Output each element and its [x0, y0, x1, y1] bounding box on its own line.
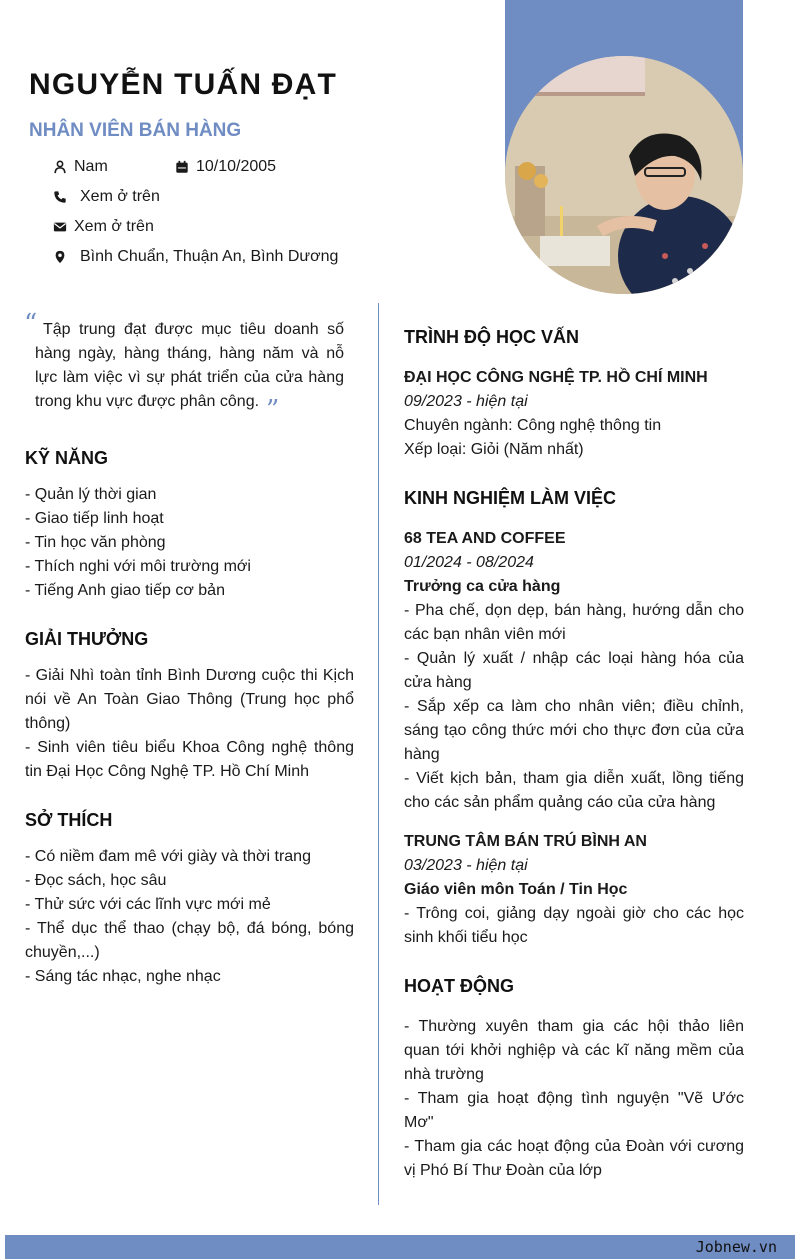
list-item: - Sắp xếp ca làm cho nhân viên; điều chỉnh, sáng tạo công thức mới cho thực đơn của cửa hàng [404, 698, 744, 763]
right-column [404, 318, 744, 1183]
footer-brand[interactable]: Jobnew.vn [695, 1238, 777, 1256]
list-item: - Pha chế, dọn dẹp, bán hàng, hướng dẫn cho các bạn nhân viên mới [404, 602, 744, 643]
job-position: Giáo viên môn Toán / Tin Học [404, 881, 628, 898]
gender-value: Nam [74, 158, 108, 175]
birthdate-row [174, 158, 276, 176]
list-item: - Sáng tác nhạc, nghe nhạc [25, 968, 221, 985]
hobbies-heading: SỞ THÍCH [25, 810, 113, 830]
open-quote-icon: “ [24, 309, 38, 339]
birthdate-value: 10/10/2005 [196, 158, 277, 175]
profile-photo [505, 56, 743, 294]
left-column [24, 309, 354, 989]
awards-list [25, 664, 354, 784]
job-entry [404, 527, 744, 815]
list-item: - Tin học văn phòng [25, 534, 166, 551]
list-item: - Tham gia các hoạt động của Đoàn với cương vị Phó Bí Thư Đoàn của lớp [404, 1138, 744, 1179]
experience-heading: KINH NGHIỆM LÀM VIỆC [404, 488, 617, 508]
education-heading: TRÌNH ĐỘ HỌC VẤN [404, 327, 579, 347]
job-position: Trưởng ca cửa hàng [404, 578, 561, 595]
close-quote-icon: ” [266, 395, 280, 425]
candidate-role: NHÂN VIÊN BÁN HÀNG [29, 120, 242, 141]
education-entry [404, 366, 744, 462]
list-item: - Quản lý xuất / nhập các loại hàng hóa của cửa hàng [404, 650, 744, 691]
company-name: 68 TEA AND COFFEE [404, 530, 566, 547]
gender-row [52, 158, 108, 176]
awards-heading: GIẢI THƯỞNG [25, 629, 149, 649]
calendar-icon [174, 159, 190, 175]
phone-row [52, 188, 160, 206]
education-date: 09/2023 - hiện tại [404, 393, 528, 410]
activities-heading: HOẠT ĐỘNG [404, 976, 514, 996]
person-icon [52, 159, 68, 175]
list-item: - Viết kịch bản, tham gia diễn xuất, lồng tiếng cho các sản phẩm quảng cáo của cửa hàng [404, 770, 744, 811]
list-item: - Đọc sách, học sâu [25, 872, 167, 889]
education-major: Chuyên ngành: Công nghệ thông tin [404, 417, 662, 434]
education-grade: Xếp loại: Giỏi (Năm nhất) [404, 441, 584, 458]
job-duties [404, 599, 744, 815]
list-item: - Thích nghi với môi trường mới [25, 558, 251, 575]
list-item: - Sinh viên tiêu biểu Khoa Công nghệ thông tin Đại Học Công Nghệ TP. Hồ Chí Minh [25, 739, 354, 780]
list-item: - Giải Nhì toàn tỉnh Bình Dương cuộc thi Kịch nói về An Toàn Giao Thông (Trung học phổ thông) [25, 667, 354, 732]
phone-value: Xem ở trên [80, 188, 160, 205]
address-value: Bình Chuẩn, Thuận An, Bình Dương [80, 248, 339, 265]
envelope-icon [52, 219, 68, 235]
list-item: - Quản lý thời gian [25, 486, 157, 503]
email-value: Xem ở trên [74, 218, 154, 235]
list-item: - Tiếng Anh giao tiếp cơ bản [25, 582, 225, 599]
career-objective [24, 309, 354, 425]
hobbies-list [25, 845, 354, 989]
phone-icon [52, 189, 68, 205]
location-pin-icon [52, 249, 68, 265]
activities-list [404, 1015, 744, 1183]
job-duties [404, 902, 744, 950]
job-date: 03/2023 - hiện tại [404, 857, 528, 874]
job-date: 01/2024 - 08/2024 [404, 554, 534, 571]
list-item: - Thường xuyên tham gia các hội thảo liên quan tới khởi nghiệp và các kĩ năng mềm của nhà trường [404, 1018, 744, 1083]
list-item: - Thử sức với các lĩnh vực mới mẻ [25, 896, 271, 913]
objective-text: Tập trung đạt được mục tiêu doanh số hàng ngày, hàng tháng, hàng năm và nỗ lực làm việc vì sự phát triển của cửa hàng trong khu vực được phân công. [35, 321, 344, 410]
list-item: - Tham gia hoạt động tình nguyện "Vẽ Ước Mơ" [404, 1090, 744, 1131]
list-item: - Thể dục thể thao (chạy bộ, đá bóng, bóng chuyền,...) [25, 920, 354, 961]
job-entry [404, 830, 744, 950]
column-divider [378, 303, 379, 1205]
list-item: - Có niềm đam mê với giày và thời trang [25, 848, 311, 865]
list-item: - Trông coi, giảng dạy ngoài giờ cho các học sinh khối tiểu học [404, 905, 744, 946]
list-item: - Giao tiếp linh hoạt [25, 510, 164, 527]
candidate-name: NGUYỄN TUẤN ĐẠT [29, 68, 337, 101]
address-row [52, 248, 338, 266]
email-row [52, 218, 154, 236]
skills-heading: KỸ NĂNG [25, 448, 109, 468]
company-name: TRUNG TÂM BÁN TRÚ BÌNH AN [404, 833, 647, 850]
footer-bar [5, 1235, 795, 1259]
skills-list [25, 483, 354, 603]
school-name: ĐẠI HỌC CÔNG NGHỆ TP. HỒ CHÍ MINH [404, 369, 708, 386]
